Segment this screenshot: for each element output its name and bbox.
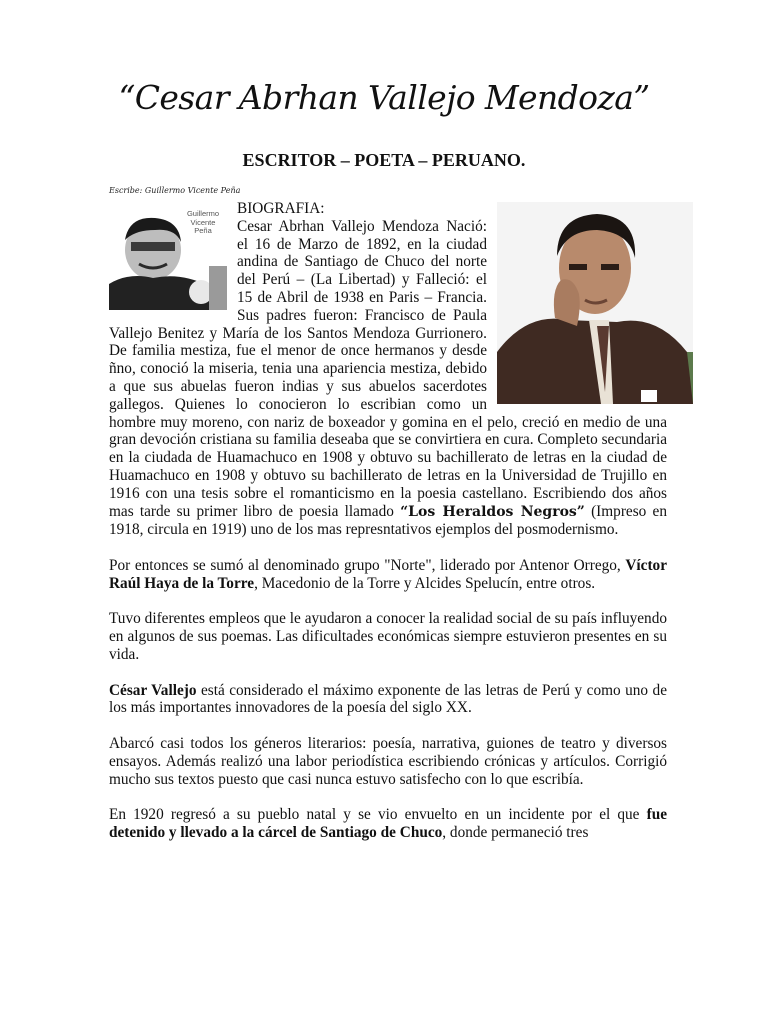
biography-text <box>109 200 667 859</box>
author-portrait-photo <box>109 206 227 310</box>
paragraph-1 <box>109 200 667 539</box>
cesar-vallejo-name: César Vallejo <box>109 681 197 699</box>
paragraph-1-text: Cesar Abrhan Vallejo Mendoza Nació: el 16 de Marzo de 1892, en la ciudad andina de Santiago de Chuco del norte del Perú – (La Libertad) y Falleció: el 15 de Abril de 1938 en Paris – Francia. Sus padres fueron: Francisco de Paula Vallejo Benitez y María de los Santos Mendoza Gurrionero. De familia mestiza, fue el menor de once hermanos y desde ñno, conoció la miseria, tenia una apariencia mestiza, debido a que sus abuelas fueron indias y sus abuelos sacerdotes gallegos. Quienes lo conocieron lo escribian como un hombre muy moreno, con nariz de boxeador y gomina en el pelo, creció en medio de una gran devoción cristiana su familia deseaba que se convirtiera en cura. Completo secundaria en la ciudada de Huamachuco en 1908 y obtuvo su bachillerato de letras en la ciudad de Huamachuco en 1908 y obtuvo su bachillerato de letras en la Universidad de Trujillo en 1916 con una tesis sobre el romanticismo en la poesia castellano. Escribiendo dos años mas tarde su primer libro de poesia llamado <box>109 217 667 520</box>
paragraph-5: Abarcó casi todos los géneros literarios: poesía, narrativa, guiones de teatro y diversos ensayos. Además realizó una labor periodística escribiendo crónicas y artículos. Corrigió mucho sus textos puesto que casi nunca estuvo satisfecho con lo que escribía. <box>109 734 667 788</box>
paragraph-1-text-end: (Impreso en 1918, circula en 1919) uno de los mas represntativos ejemplos del posmodernismo. <box>109 502 667 539</box>
detention-highlight: fue detenido y llevado a la cárcel de Santiago de Chuco <box>109 806 667 841</box>
vallejo-photo <box>497 202 693 404</box>
portrait-caption: Guillermo Vicente Peña <box>186 209 220 235</box>
paragraph-6-text: En 1920 regresó a su pueblo natal y se vio envuelto en un incidente por el que <box>109 806 647 824</box>
paragraph-2-text-end: , Macedonio de la Torre y Alcides Spelucín, entre otros. <box>254 574 596 592</box>
biography-heading: BIOGRAFIA: <box>237 200 325 217</box>
document-subtitle: ESCRITOR – POETA – PERUANO. <box>242 150 526 170</box>
paragraph-2 <box>109 557 667 593</box>
paragraph-4-text: está considerado el máximo exponente de las letras de Perú y como uno de los más importantes innovadores de la poesía del siglo XX. <box>109 681 667 717</box>
book-title-los-heraldos-negros: “Los Heraldos Negros” <box>400 503 585 520</box>
paragraph-4 <box>109 682 667 718</box>
haya-de-la-torre-name: Víctor Raúl Haya de la Torre <box>109 556 667 592</box>
paragraph-6 <box>109 806 667 842</box>
author-byline: Escribe: Guillermo Vicente Peña <box>109 186 241 195</box>
paragraph-6-text-end: , donde permaneció tres <box>442 823 589 841</box>
paragraph-2-text: Por entonces se sumó al denominado grupo "Norte", liderado por Antenor Orrego, <box>109 556 626 574</box>
paragraph-3: Tuvo diferentes empleos que le ayudaron a conocer la realidad social de su país influyendo en algunos de sus poemas. Las dificultades económicas siempre estuvieron presentes en su vida. <box>109 610 667 663</box>
document-title: “Cesar Abrhan Vallejo Mendoza” <box>118 78 650 117</box>
